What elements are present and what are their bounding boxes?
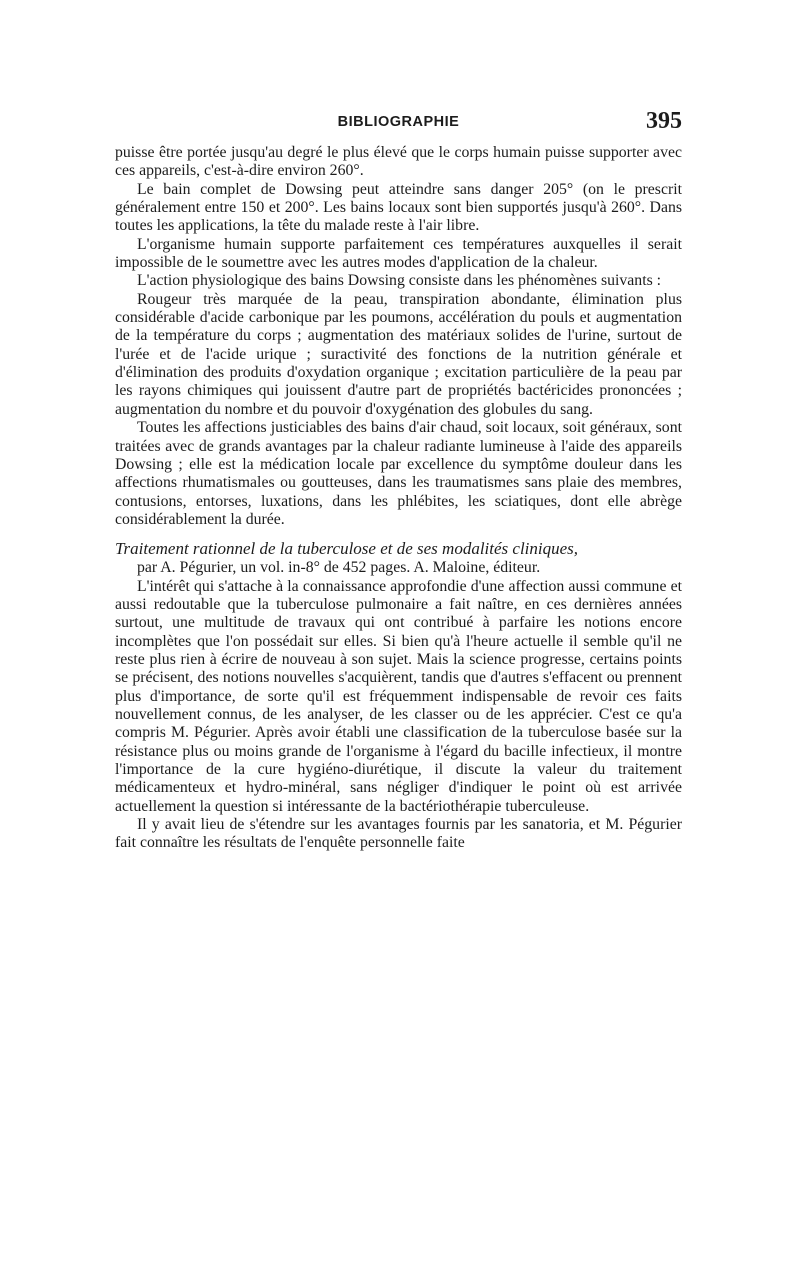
- paragraph: Rougeur très marquée de la peau, transpiration abondante, élimination plus considérable d'acide carbonique par les poumons, accélération du pouls et augmentation de la température du corps ; augmentation des matériaux solides de l'urine, surtout de l'urée et de l'acide urique ; suractivité des fonctions de la nutrition générale et d'élimination des produits d'oxydation organique ; excitation particulière de la peau par les rayons chimiques qui jouissent d'autre part de propriétés bactéricides prononcées ; augmentation du nombre et du pouvoir d'oxygénation des globules du sang.: [115, 290, 682, 418]
- running-title: BIBLIOGRAPHIE: [337, 114, 460, 130]
- paragraph: L'organisme humain supporte parfaitement ces températures auxquelles il serait impossible de le soumettre avec les autres modes d'application de la chaleur.: [115, 235, 682, 272]
- paragraph: Le bain complet de Dowsing peut atteindre sans danger 205° (on le prescrit généralement entre 150 et 200°. Les bains locaux sont bien supportés jusqu'à 260°. Dans toutes les applications, la tête du malade reste à l'air libre.: [115, 180, 682, 235]
- book-review-heading: [115, 539, 682, 577]
- book-title: Traitement rationnel de la tuberculose et de ses modalités cliniques,: [115, 539, 579, 559]
- body-text: [115, 144, 682, 853]
- paragraph: puisse être portée jusqu'au degré le plus élevé que le corps humain puisse supporter avec ces appareils, c'est-à-dire environ 260°.: [115, 144, 682, 180]
- page-number: 395: [646, 108, 682, 134]
- bibliographic-details: par A. Pégurier, un vol. in-8° de 452 pages. A. Maloine, éditeur.: [137, 559, 541, 577]
- paragraph: Il y avait lieu de s'étendre sur les avantages fournis par les sanatoria, et M. Pégurier fait connaître les résultats de l'enquête personnelle faite: [115, 816, 682, 852]
- paragraph: Toutes les affections justiciables des bains d'air chaud, soit locaux, soit généraux, sont traitées avec de grands avantages par la chaleur radiante lumineuse à l'aide des appareils Dowsing ; elle est la médication locale par excellence du symptôme douleur dans les affections rhumatismales ou goutteuses, dans les traumatismes sans plaie des membres, contusions, entorses, luxations, dans les phlébites, les sciatiques, dont elle abrège considérablement la durée.: [115, 419, 682, 528]
- page-header: [115, 104, 682, 144]
- paragraph: L'intérêt qui s'attache à la connaissance approfondie d'une affection aussi commune et aussi redoutable que la tuberculose pulmonaire a fait naître, en ces dernières années surtout, une multitude de travaux qui ont contribué à parfaire les notions encore incomplètes que l'on possédait sur elles. Si bien qu'à l'heure actuelle il semble qu'il ne reste plus rien à écrire de nouveau à son sujet. Mais la science progresse, certains points se précisent, des notions nouvelles s'acquièrent, tandis que d'autres s'effacent ou prennent plus d'importance, de sorte qu'il est fréquemment indispensable de revoir ces faits nouvellement connus, de les analyser, de les classer ou de les apprécier. C'est ce qu'a compris M. Pégurier. Après avoir établi une classification de la tuberculose basée sur la résistance plus ou moins grande de l'organisme à l'égard du bacille infectieux, il montre l'importance de la cure hygiéno-diurétique, il discute la valeur du traitement médicamenteux et hydro-minéral, sans négliger d'indiquer le point où est arrivée actuellement la question si intéressante de la bactériothérapie tuberculeuse.: [115, 577, 682, 815]
- book-page: [115, 104, 682, 853]
- paragraph: L'action physiologique des bains Dowsing consiste dans les phénomènes suivants :: [137, 272, 662, 290]
